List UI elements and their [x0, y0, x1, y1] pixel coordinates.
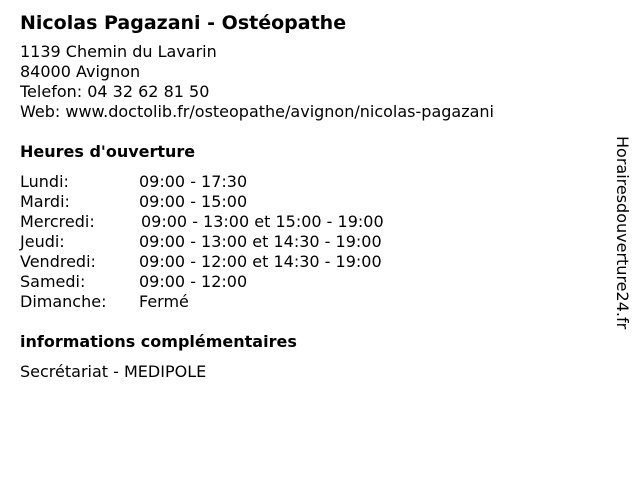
hours-row-sunday	[20, 292, 610, 312]
additional-info-heading: informations complémentaires	[20, 332, 297, 351]
watermark	[612, 136, 632, 376]
hours-row-saturday	[20, 272, 610, 292]
hours-row-thursday	[20, 232, 610, 252]
day-label: Vendredi:	[20, 252, 96, 271]
phone-number: Telefon: 04 32 62 81 50	[20, 82, 210, 101]
time-value: 09:00 - 13:00 et 14:30 - 19:00	[139, 232, 382, 251]
address-street: 1139 Chemin du Lavarin	[20, 42, 217, 61]
time-value: 09:00 - 12:00	[139, 272, 248, 291]
hours-row-wednesday	[20, 212, 610, 232]
time-value: 09:00 - 15:00	[139, 192, 248, 211]
time-value: 09:00 - 13:00 et 15:00 - 19:00	[141, 212, 384, 231]
day-label: Lundi:	[20, 172, 69, 191]
watermark-text: Horairesdouverture24.fr	[613, 136, 632, 330]
day-label: Dimanche:	[20, 292, 107, 311]
additional-info-text: Secrétariat - MEDIPOLE	[20, 362, 207, 381]
website: Web: www.doctolib.fr/osteopathe/avignon/nicolas-pagazani	[20, 102, 494, 121]
day-label: Mercredi:	[20, 212, 95, 231]
address-city: 84000 Avignon	[20, 62, 141, 81]
opening-hours-heading: Heures d'ouverture	[20, 142, 196, 161]
day-label: Samedi:	[20, 272, 86, 291]
time-value: 09:00 - 17:30	[139, 172, 248, 191]
business-name: Nicolas Pagazani - Ostéopathe	[20, 12, 347, 34]
time-value: Fermé	[139, 292, 189, 311]
day-label: Jeudi:	[20, 232, 65, 251]
time-value: 09:00 - 12:00 et 14:30 - 19:00	[139, 252, 382, 271]
hours-row-friday	[20, 252, 610, 272]
hours-row-monday	[20, 172, 610, 192]
business-card	[20, 10, 610, 382]
day-label: Mardi:	[20, 192, 70, 211]
hours-row-tuesday	[20, 192, 610, 212]
